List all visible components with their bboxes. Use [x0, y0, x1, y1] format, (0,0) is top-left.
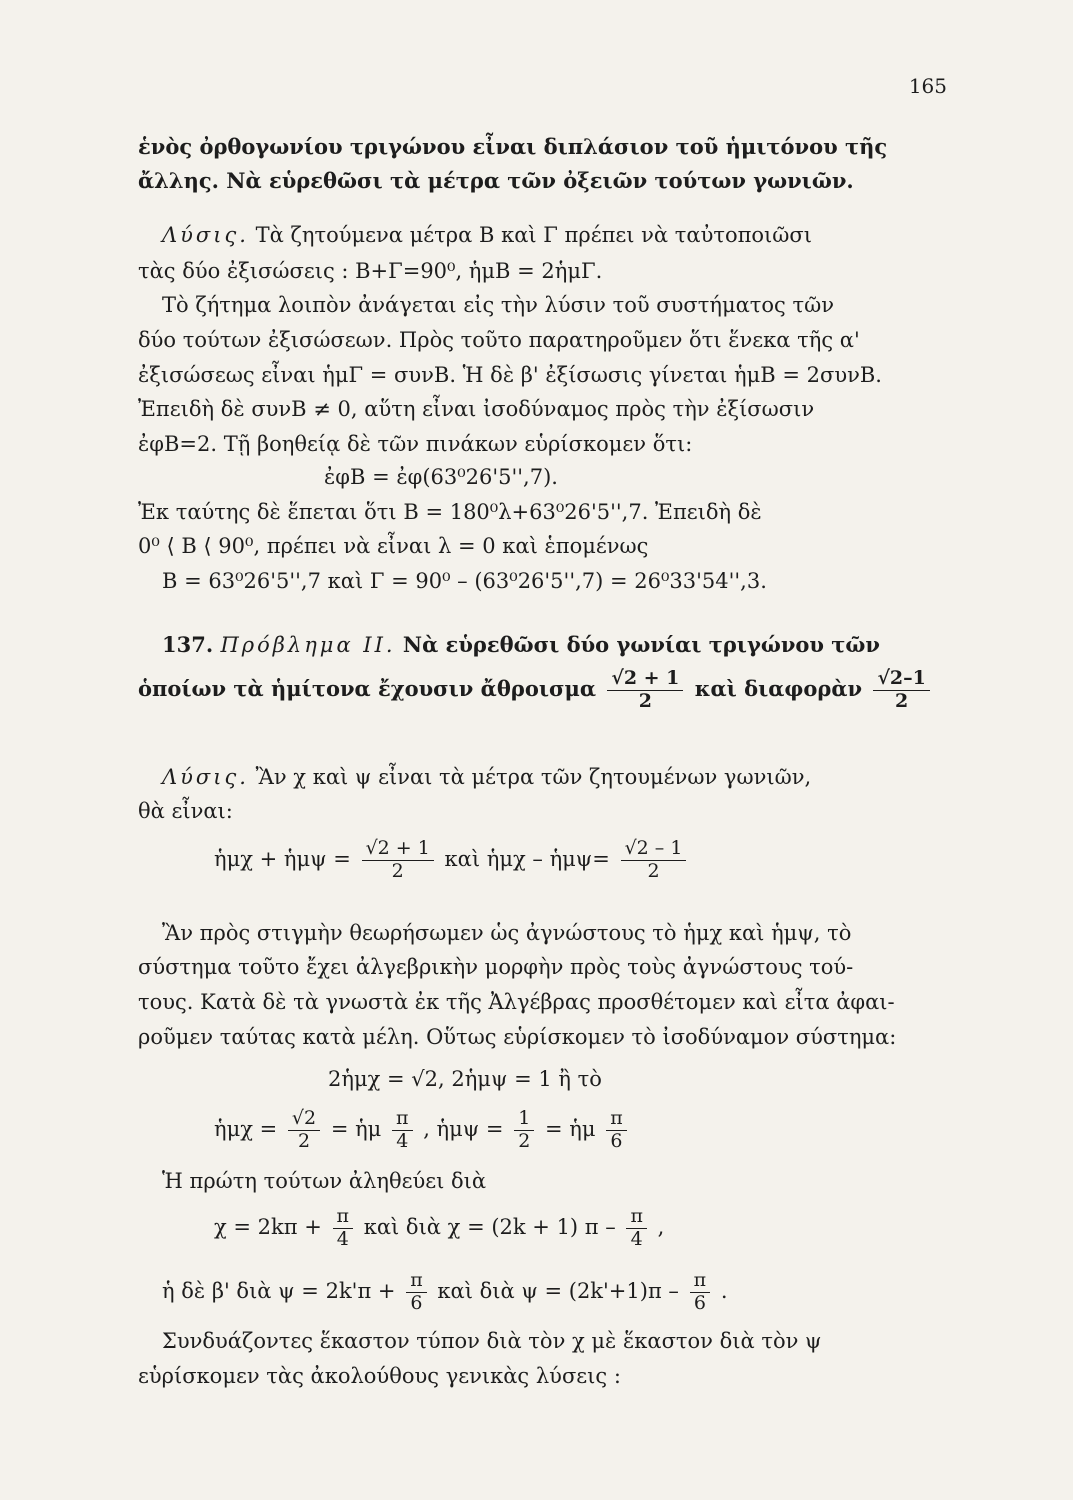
solution-137-equation-3: ἡμχ = $\frac{√2}{2}$ = ἡμ $\frac{\pi}{4}$ , ἡμψ = $\frac{1}{2}$ = ἡμ $\frac{\pi}{6}$	[138, 1108, 953, 1153]
solution-136-line-7: ἐφΒ=2. Τῇ βοηθείᾳ δὲ τῶν πινάκων εὑρίσκομεν ὅτι:	[138, 432, 693, 456]
solution-136-line-3: Τὸ ζήτημα λοιπὸν ἀνάγεται εἰς τὴν λύσιν τοῦ συστήματος τῶν	[162, 293, 834, 317]
page-number: 165	[908, 74, 947, 98]
problem-137-number: 137.	[162, 632, 214, 657]
solution-137-line-5: εὑρίσκομεν τὰς ἀκολούθους γενικὰς λύσεις :	[138, 1364, 621, 1388]
solution-137-equation-1: ἡμχ + ἡμψ = $\frac{√2 + 1}{2}$ καὶ ἡμχ – ἡμψ= $\frac{√2 - 1}{2}$	[138, 838, 953, 883]
solution-137-equation-2: 2ἡμχ = √2, 2ἡμψ = 1 ἢ τὸ	[328, 1067, 602, 1091]
problem-137-line-2: ὁποίων τὰ ἡμίτονα ἔχουσιν ἄθροισμα $\frac{√2 + 1}{2}$ καὶ διαφορὰν $\frac{√2-1}{2}$	[138, 668, 953, 713]
problem-137-label: Πρόβλημα ΙΙ.	[220, 633, 396, 657]
solution-137-equation-4: χ = 2kπ + $\frac{\pi}{4}$ καὶ διὰ χ = (2k + 1) π – $\frac{\pi}{4}$ ,	[214, 1205, 665, 1250]
fraction-sum: $\frac{√2 + 1}{2}$	[607, 668, 683, 713]
solution-137-paragraph-line-4: ροῦμεν ταύτας κατὰ μέλη. Οὕτως εὑρίσκομεν τὸ ἰσοδύναμον σύστημα:	[138, 1025, 897, 1049]
solution-136-equation-tan: ἐφΒ = ἐφ(63⁰26'5'',7).	[324, 465, 558, 489]
solution-137-paragraph-line-2: σύστημα τοῦτο ἔχει ἀλγεβρικὴν μορφὴν πρὸς τοὺς ἀγνώστους τού-	[138, 955, 854, 979]
solution-137-line-4: Συνδυάζοντες ἕκαστον τύπον διὰ τὸν χ μὲ ἕκαστον διὰ τὸν ψ	[162, 1329, 822, 1353]
solution-136-line-1: Λύσις. Τὰ ζητούμενα μέτρα Β καὶ Γ πρέπει νὰ ταὐτοποιῶσι	[162, 223, 812, 247]
problem-137-line-1: 137. Πρόβλημα ΙΙ. Νὰ εὑρεθῶσι δύο γωνίαι τριγώνου τῶν	[162, 632, 880, 657]
problem-136-line-1: ἑνὸς ὀρθογωνίου τριγώνου εἶναι διπλάσιον τοῦ ἡμιτόνου τῆς	[138, 134, 888, 159]
solution-136-line-5: ἐξισώσεως εἶναι ἡμΓ = συνΒ. Ἡ δὲ β' ἐξίσωσις γίνεται ἡμΒ = 2συνΒ.	[138, 363, 882, 387]
fraction-difference: $\frac{√2-1}{2}$	[873, 668, 929, 713]
solution-137-line-2: θὰ εἶναι:	[138, 799, 233, 823]
solution-136-line-4: δύο τούτων ἐξισώσεων. Πρὸς τοῦτο παρατηροῦμεν ὅτι ἕνεκα τῆς α'	[138, 328, 860, 352]
solution-136-line-6: Ἐπειδὴ δὲ συνΒ ≠ 0, αὕτη εἶναι ἰσοδύναμος πρὸς τὴν ἐξίσωσιν	[138, 397, 815, 421]
solution-137-line-3: Ἡ πρώτη τούτων ἀληθεύει διὰ	[162, 1169, 487, 1193]
solution-137-line-1: Λύσις. Ἂν χ καὶ ψ εἶναι τὰ μέτρα τῶν ζητουμένων γωνιῶν,	[162, 765, 812, 789]
solution-136-result: Β = 63⁰26'5'',7 καὶ Γ = 90⁰ – (63⁰26'5'',7) = 26⁰33'54'',3.	[162, 569, 767, 593]
solution-136-line-2: τὰς δύο ἐξισώσεις : Β+Γ=90⁰, ἡμΒ = 2ἡμΓ.	[138, 259, 603, 283]
problem-136-line-2: ἄλλης. Νὰ εὑρεθῶσι τὰ μέτρα τῶν ὀξειῶν τούτων γωνιῶν.	[138, 168, 854, 193]
solution-136-line-10: 0⁰ ⟨ Β ⟨ 90⁰, πρέπει νὰ εἶναι λ = 0 καὶ ἑπομένως	[138, 534, 649, 558]
solution-136-line-9: Ἐκ ταύτης δὲ ἕπεται ὅτι Β = 180⁰λ+63⁰26'5'',7. Ἐπειδὴ δὲ	[138, 500, 762, 524]
solution-137-paragraph-line-3: τους. Κατὰ δὲ τὰ γνωστὰ ἐκ τῆς Ἀλγέβρας προσθέτομεν καὶ εἶτα ἀφαι-	[138, 990, 895, 1014]
solution-137-equation-5: ἡ δὲ β' διὰ ψ = 2k'π + $\frac{\pi}{6}$ καὶ διὰ ψ = (2k'+1)π – $\frac{\pi}{6}$ .	[162, 1269, 728, 1314]
solution-137-paragraph-line-1: Ἂν πρὸς στιγμὴν θεωρήσωμεν ὡς ἀγνώστους τὸ ἡμχ καὶ ἡμψ, τὸ	[162, 921, 852, 945]
